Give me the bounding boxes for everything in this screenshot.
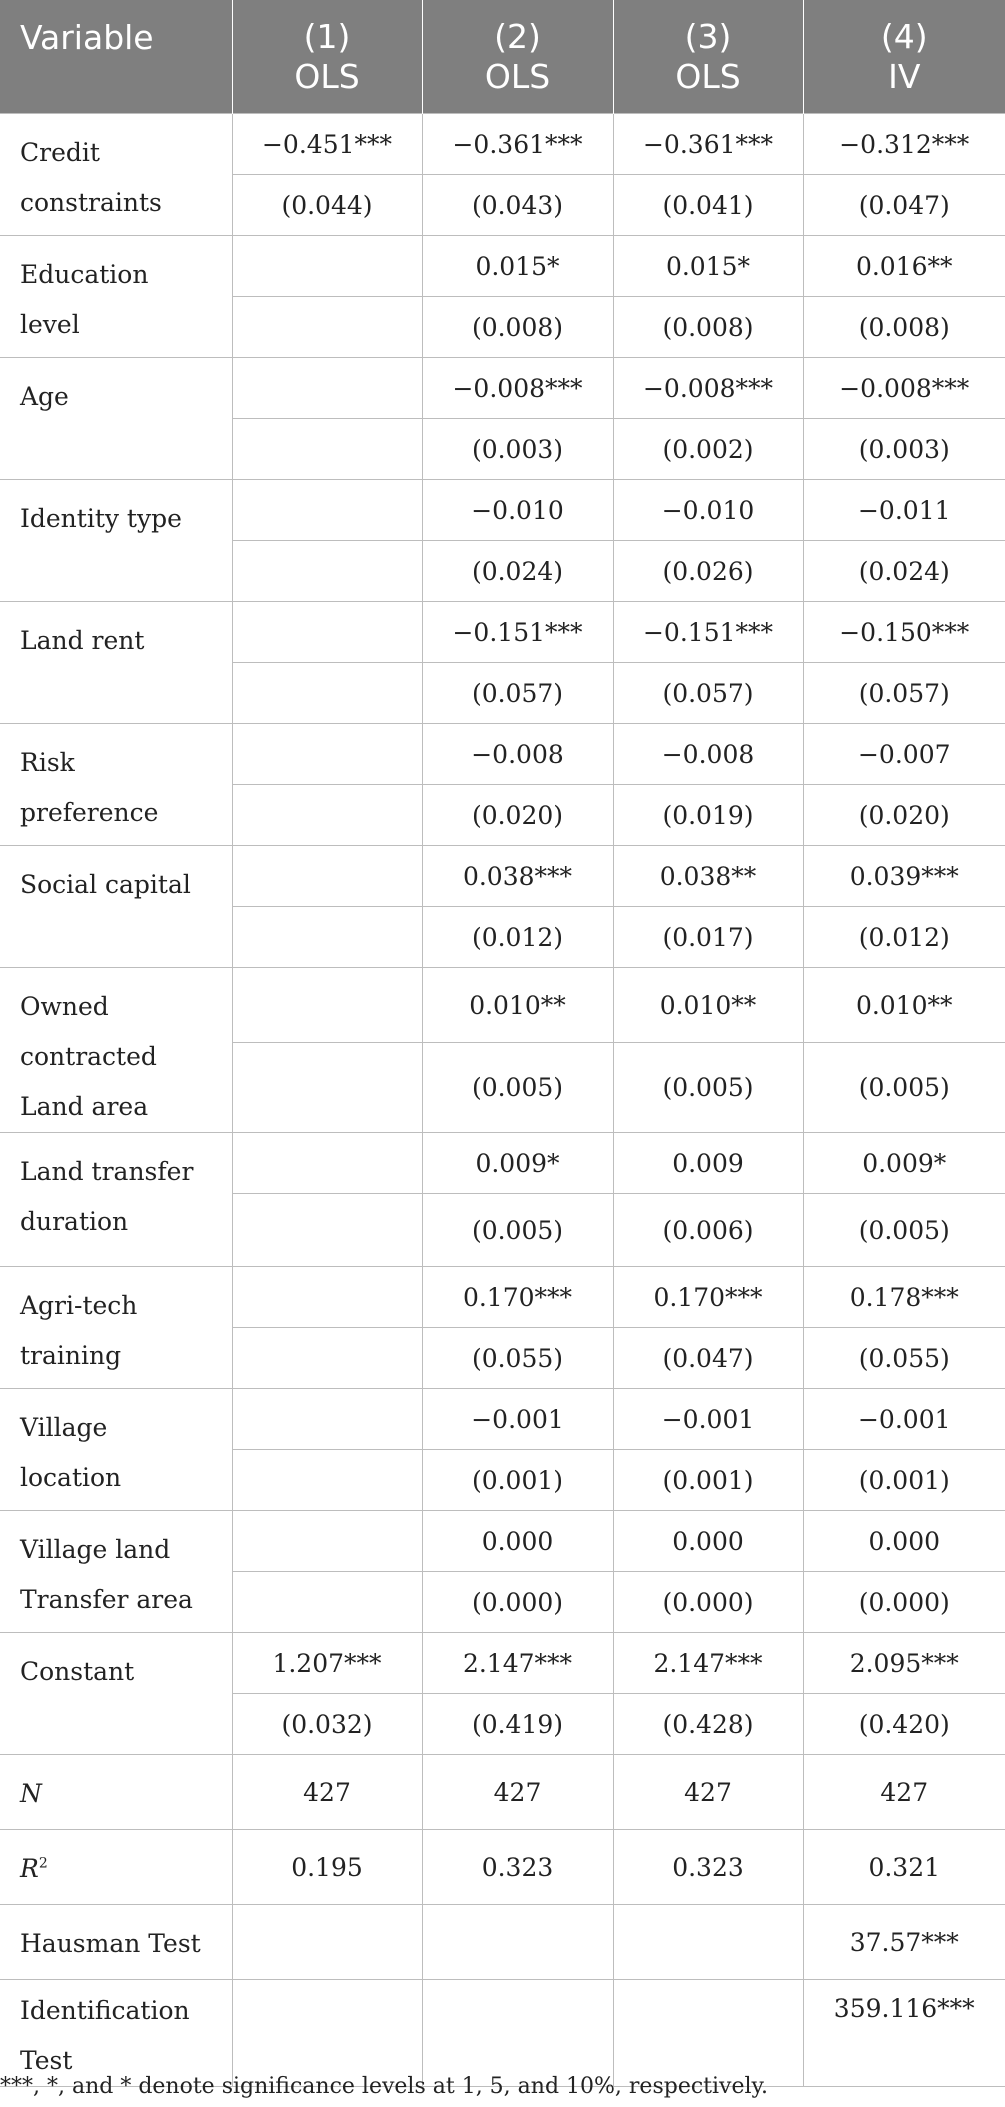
std-error-cell: (0.001) bbox=[422, 1450, 613, 1511]
stat-value-cell bbox=[232, 1905, 422, 1980]
coefficient-cell: 0.015* bbox=[613, 236, 803, 297]
coefficient-cell: 0.170*** bbox=[422, 1267, 613, 1328]
table-row-coefficient bbox=[0, 1633, 1005, 1694]
coefficient-cell: −0.011 bbox=[803, 480, 1005, 541]
coefficient-cell: 0.010** bbox=[803, 968, 1005, 1043]
stat-label bbox=[0, 1755, 232, 1830]
header-variable: Variable bbox=[0, 0, 232, 114]
column-method: OLS bbox=[294, 56, 360, 96]
column-number: (4) bbox=[880, 16, 928, 56]
variable-label: Constant bbox=[0, 1633, 232, 1755]
std-error-cell: (0.041) bbox=[613, 175, 803, 236]
stat-symbol: R bbox=[20, 1854, 39, 1883]
std-error-cell bbox=[232, 1572, 422, 1633]
std-error-cell: (0.017) bbox=[613, 907, 803, 968]
coefficient-cell: 0.016** bbox=[803, 236, 1005, 297]
coefficient-cell bbox=[232, 358, 422, 419]
std-error-cell: (0.024) bbox=[803, 541, 1005, 602]
coefficient-cell: −0.151*** bbox=[613, 602, 803, 663]
std-error-cell: (0.044) bbox=[232, 175, 422, 236]
coefficient-cell bbox=[232, 1511, 422, 1572]
stat-value-cell: 427 bbox=[232, 1755, 422, 1830]
coefficient-cell: 0.039*** bbox=[803, 846, 1005, 907]
header-column-4 bbox=[803, 0, 1005, 114]
std-error-cell: (0.005) bbox=[422, 1043, 613, 1133]
std-error-cell: (0.057) bbox=[613, 663, 803, 724]
column-number: (3) bbox=[684, 16, 732, 56]
coefficient-cell bbox=[232, 1389, 422, 1450]
variable-label: Risk preference bbox=[0, 724, 232, 846]
coefficient-cell bbox=[232, 480, 422, 541]
stat-value-cell: 359.116*** bbox=[803, 1980, 1005, 2087]
header-column-2 bbox=[422, 0, 613, 114]
std-error-cell: (0.005) bbox=[803, 1043, 1005, 1133]
std-error-cell: (0.020) bbox=[803, 785, 1005, 846]
coefficient-cell: 0.000 bbox=[613, 1511, 803, 1572]
table-row-stat-hausman bbox=[0, 1905, 1005, 1980]
std-error-cell: (0.047) bbox=[613, 1328, 803, 1389]
header-row bbox=[0, 0, 1005, 114]
coefficient-cell bbox=[232, 846, 422, 907]
column-number: (1) bbox=[303, 16, 351, 56]
stat-value-cell bbox=[232, 1980, 422, 2087]
stat-superscript: 2 bbox=[38, 1855, 48, 1872]
std-error-cell: (0.428) bbox=[613, 1694, 803, 1755]
column-method: OLS bbox=[484, 56, 551, 96]
stat-value-cell: 0.323 bbox=[422, 1830, 613, 1905]
table-header bbox=[0, 0, 1005, 114]
std-error-cell: (0.000) bbox=[422, 1572, 613, 1633]
coefficient-cell bbox=[232, 602, 422, 663]
std-error-cell bbox=[232, 419, 422, 480]
coefficient-cell: 0.038*** bbox=[422, 846, 613, 907]
coefficient-cell: −0.008 bbox=[613, 724, 803, 785]
variable-label: Village land Transfer area bbox=[0, 1511, 232, 1633]
std-error-cell: (0.008) bbox=[803, 297, 1005, 358]
coefficient-cell: 0.009* bbox=[803, 1133, 1005, 1194]
std-error-cell bbox=[232, 907, 422, 968]
std-error-cell: (0.008) bbox=[613, 297, 803, 358]
table-row-coefficient bbox=[0, 724, 1005, 785]
coefficient-cell: −0.008*** bbox=[422, 358, 613, 419]
table-row-coefficient bbox=[0, 236, 1005, 297]
table-row-coefficient bbox=[0, 846, 1005, 907]
std-error-cell bbox=[232, 541, 422, 602]
table-row-stat-r2 bbox=[0, 1830, 1005, 1905]
coefficient-cell: −0.151*** bbox=[422, 602, 613, 663]
coefficient-cell: 0.170*** bbox=[613, 1267, 803, 1328]
stat-value-cell bbox=[613, 1980, 803, 2087]
std-error-cell: (0.055) bbox=[422, 1328, 613, 1389]
stat-value-cell: 0.195 bbox=[232, 1830, 422, 1905]
coefficient-cell: −0.008*** bbox=[803, 358, 1005, 419]
stat-label: Hausman Test bbox=[0, 1905, 232, 1980]
std-error-cell: (0.419) bbox=[422, 1694, 613, 1755]
std-error-cell: (0.005) bbox=[613, 1043, 803, 1133]
coefficient-cell bbox=[232, 968, 422, 1043]
std-error-cell: (0.005) bbox=[803, 1194, 1005, 1267]
coefficient-cell: 2.095*** bbox=[803, 1633, 1005, 1694]
std-error-cell: (0.047) bbox=[803, 175, 1005, 236]
variable-label: Agri-tech training bbox=[0, 1267, 232, 1389]
std-error-cell: (0.002) bbox=[613, 419, 803, 480]
std-error-cell: (0.006) bbox=[613, 1194, 803, 1267]
coefficient-cell: −0.451*** bbox=[232, 114, 422, 175]
table-row-coefficient bbox=[0, 602, 1005, 663]
stat-value-cell: 427 bbox=[803, 1755, 1005, 1830]
variable-label: Age bbox=[0, 358, 232, 480]
std-error-cell: (0.043) bbox=[422, 175, 613, 236]
std-error-cell bbox=[232, 297, 422, 358]
variable-label: Credit constraints bbox=[0, 114, 232, 236]
variable-label: Education level bbox=[0, 236, 232, 358]
coefficient-cell: 1.207*** bbox=[232, 1633, 422, 1694]
table-body bbox=[0, 114, 1005, 2087]
std-error-cell bbox=[232, 1043, 422, 1133]
variable-label: Land transfer duration bbox=[0, 1133, 232, 1267]
table-row-coefficient bbox=[0, 358, 1005, 419]
table-row-coefficient bbox=[0, 114, 1005, 175]
coefficient-cell: −0.008*** bbox=[613, 358, 803, 419]
coefficient-cell: −0.001 bbox=[422, 1389, 613, 1450]
std-error-cell: (0.019) bbox=[613, 785, 803, 846]
coefficient-cell: −0.008 bbox=[422, 724, 613, 785]
coefficient-cell: −0.361*** bbox=[422, 114, 613, 175]
variable-label: Social capital bbox=[0, 846, 232, 968]
header-column-3 bbox=[613, 0, 803, 114]
coefficient-cell: 0.000 bbox=[422, 1511, 613, 1572]
stat-value-cell: 0.323 bbox=[613, 1830, 803, 1905]
table-row-coefficient bbox=[0, 480, 1005, 541]
std-error-cell: (0.003) bbox=[803, 419, 1005, 480]
variable-label: Village location bbox=[0, 1389, 232, 1511]
std-error-cell: (0.057) bbox=[422, 663, 613, 724]
coefficient-cell: 0.010** bbox=[422, 968, 613, 1043]
coefficient-cell: 2.147*** bbox=[613, 1633, 803, 1694]
stat-value-cell bbox=[613, 1905, 803, 1980]
table-row-coefficient bbox=[0, 1511, 1005, 1572]
std-error-cell: (0.001) bbox=[613, 1450, 803, 1511]
coefficient-cell: 0.038** bbox=[613, 846, 803, 907]
coefficient-cell bbox=[232, 724, 422, 785]
stat-value-cell bbox=[422, 1905, 613, 1980]
column-method: OLS bbox=[675, 56, 741, 96]
std-error-cell: (0.001) bbox=[803, 1450, 1005, 1511]
stat-symbol: N bbox=[20, 1779, 42, 1808]
coefficient-cell: 0.009* bbox=[422, 1133, 613, 1194]
coefficient-cell: 0.010** bbox=[613, 968, 803, 1043]
column-number: (2) bbox=[494, 16, 541, 56]
coefficient-cell: 0.009 bbox=[613, 1133, 803, 1194]
stat-label: Identification Test bbox=[0, 1980, 232, 2087]
table-row-coefficient bbox=[0, 1389, 1005, 1450]
coefficient-cell: 0.178*** bbox=[803, 1267, 1005, 1328]
std-error-cell bbox=[232, 785, 422, 846]
std-error-cell: (0.008) bbox=[422, 297, 613, 358]
coefficient-cell bbox=[232, 1133, 422, 1194]
coefficient-cell bbox=[232, 236, 422, 297]
table-row-stat-identification bbox=[0, 1980, 1005, 2087]
column-method: IV bbox=[888, 56, 921, 96]
stat-label bbox=[0, 1830, 232, 1905]
coefficient-cell: −0.007 bbox=[803, 724, 1005, 785]
variable-label: Land rent bbox=[0, 602, 232, 724]
table-row-coefficient bbox=[0, 968, 1005, 1043]
std-error-cell: (0.000) bbox=[613, 1572, 803, 1633]
std-error-cell: (0.032) bbox=[232, 1694, 422, 1755]
coefficient-cell: −0.361*** bbox=[613, 114, 803, 175]
std-error-cell: (0.012) bbox=[422, 907, 613, 968]
coefficient-cell: −0.010 bbox=[613, 480, 803, 541]
std-error-cell: (0.055) bbox=[803, 1328, 1005, 1389]
std-error-cell: (0.057) bbox=[803, 663, 1005, 724]
coefficient-cell: −0.010 bbox=[422, 480, 613, 541]
table-footnote: ***, *, and * denote significance levels at 1, 5, and 10%, respectively. bbox=[0, 2074, 769, 2099]
std-error-cell bbox=[232, 1328, 422, 1389]
std-error-cell bbox=[232, 1450, 422, 1511]
coefficient-cell: −0.001 bbox=[803, 1389, 1005, 1450]
coefficient-cell bbox=[232, 1267, 422, 1328]
coefficient-cell: 2.147*** bbox=[422, 1633, 613, 1694]
std-error-cell: (0.024) bbox=[422, 541, 613, 602]
coefficient-cell: −0.312*** bbox=[803, 114, 1005, 175]
table-row-coefficient bbox=[0, 1267, 1005, 1328]
stat-value-cell: 427 bbox=[422, 1755, 613, 1830]
stat-value-cell: 0.321 bbox=[803, 1830, 1005, 1905]
coefficient-cell: 0.000 bbox=[803, 1511, 1005, 1572]
coefficient-cell: −0.150*** bbox=[803, 602, 1005, 663]
std-error-cell: (0.012) bbox=[803, 907, 1005, 968]
variable-label: Owned contracted Land area bbox=[0, 968, 232, 1133]
std-error-cell: (0.020) bbox=[422, 785, 613, 846]
std-error-cell: (0.420) bbox=[803, 1694, 1005, 1755]
std-error-cell: (0.000) bbox=[803, 1572, 1005, 1633]
stat-value-cell: 37.57*** bbox=[803, 1905, 1005, 1980]
table-row-coefficient bbox=[0, 1133, 1005, 1194]
coefficient-cell: −0.001 bbox=[613, 1389, 803, 1450]
stat-value-cell bbox=[422, 1980, 613, 2087]
std-error-cell bbox=[232, 663, 422, 724]
coefficient-cell: 0.015* bbox=[422, 236, 613, 297]
std-error-cell: (0.005) bbox=[422, 1194, 613, 1267]
table-row-stat-n bbox=[0, 1755, 1005, 1830]
stat-value-cell: 427 bbox=[613, 1755, 803, 1830]
std-error-cell: (0.003) bbox=[422, 419, 613, 480]
std-error-cell bbox=[232, 1194, 422, 1267]
variable-label: Identity type bbox=[0, 480, 232, 602]
header-column-1 bbox=[232, 0, 422, 114]
std-error-cell: (0.026) bbox=[613, 541, 803, 602]
